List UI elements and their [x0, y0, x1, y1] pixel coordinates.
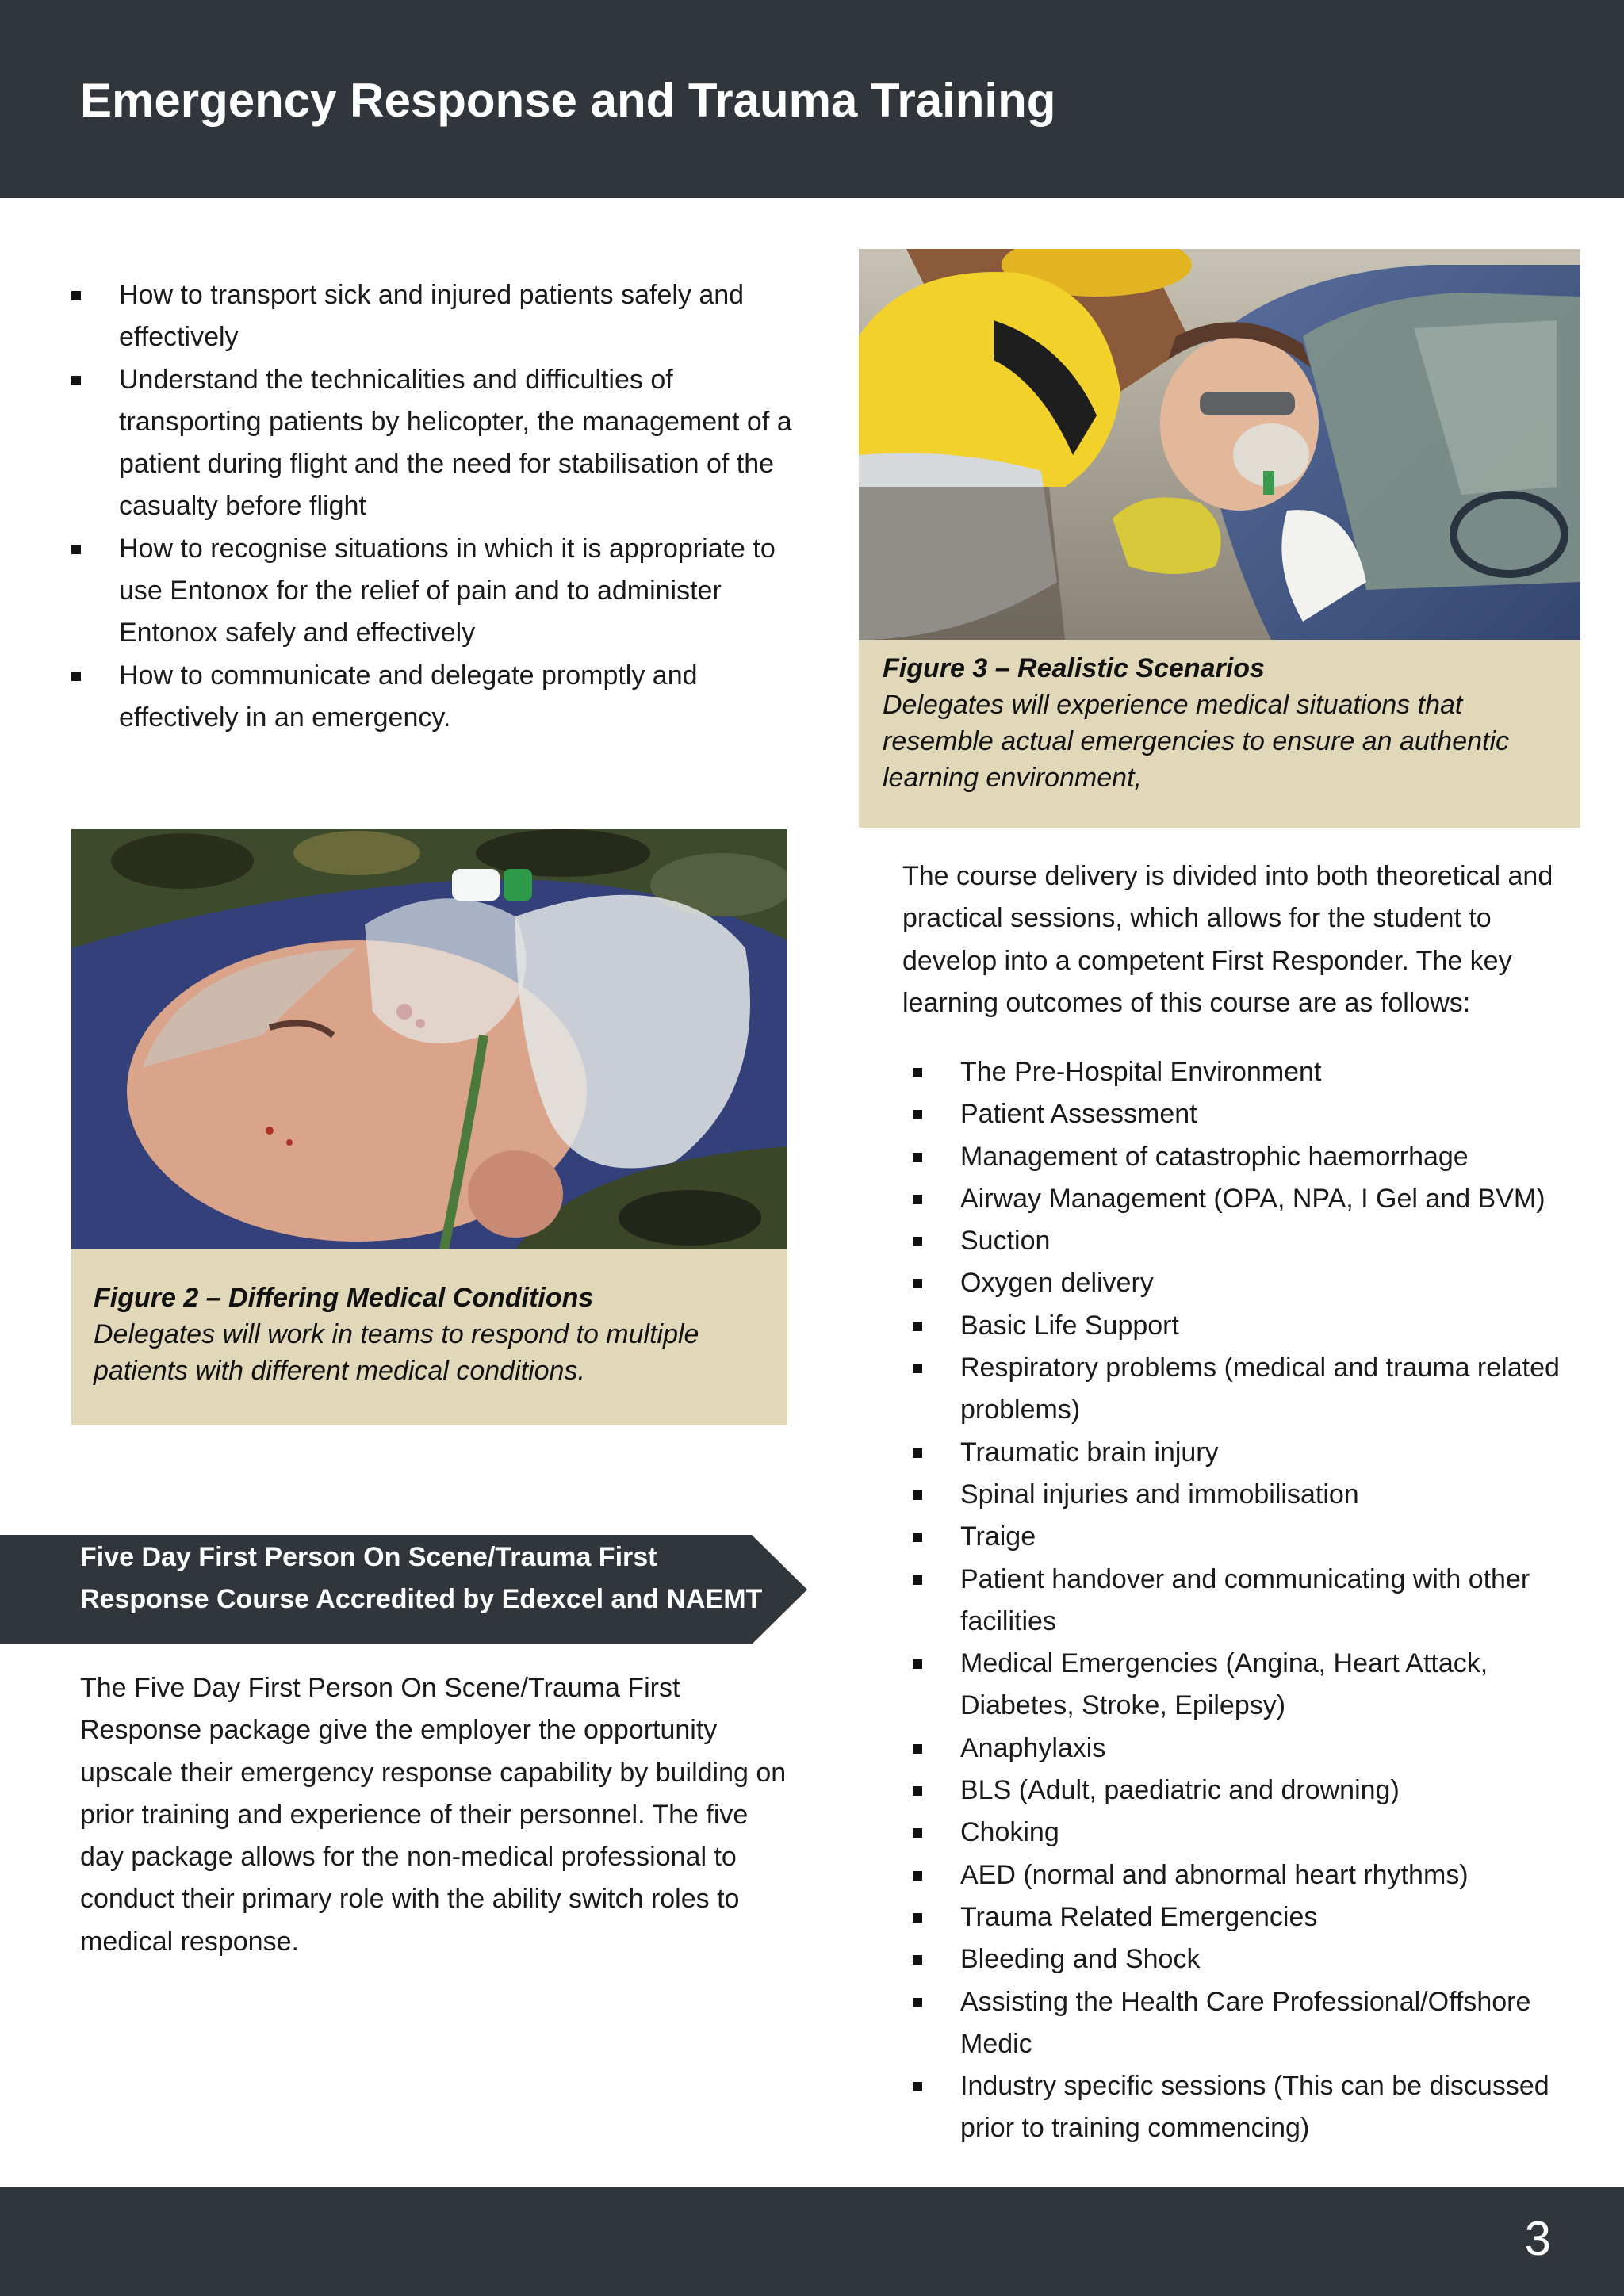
- list-item: Management of catastrophic haemorrhage: [960, 1136, 1579, 1178]
- list-item: Airway Management (OPA, NPA, I Gel and BVM): [960, 1178, 1579, 1220]
- list-item: Suction: [960, 1220, 1579, 1262]
- figure-3-photo: [859, 249, 1580, 640]
- figure-2: [71, 829, 787, 1425]
- figure-2-photo: [71, 829, 787, 1249]
- list-item: Bleeding and Shock: [960, 1938, 1579, 1980]
- figure-3: [859, 249, 1580, 828]
- page-title: Emergency Response and Trauma Training: [80, 74, 1056, 127]
- figure-2-title: Figure 2 – Differing Medical Conditions: [94, 1283, 594, 1313]
- list-item: AED (normal and abnormal heart rhythms): [960, 1854, 1579, 1896]
- figure-2-text: Delegates will work in teams to respond to multiple patients with different medical conditions.: [94, 1319, 699, 1386]
- list-item: Understand the technicalities and difficulties of transporting patients by helicopter, the management of a patient during flight and the need for stabilisation of the casualty before flight: [119, 359, 801, 528]
- list-item: BLS (Adult, paediatric and drowning): [960, 1770, 1579, 1812]
- list-item: How to communicate and delegate promptly and effectively in an emergency.: [119, 655, 801, 740]
- list-item: Assisting the Health Care Professional/Offshore Medic: [960, 1981, 1579, 2066]
- learning-outcomes-list: [960, 1051, 1579, 2150]
- list-item: Basic Life Support: [960, 1305, 1579, 1347]
- list-item: Choking: [960, 1812, 1579, 1854]
- patient-oxygen-mask-illustration: [71, 829, 787, 1249]
- list-item: Oxygen delivery: [960, 1262, 1579, 1304]
- figure-2-caption: [94, 1280, 768, 1389]
- course-banner-title: [80, 1536, 778, 1621]
- course-banner-line-2: Response Course Accredited by Edexcel and NAEMT: [80, 1584, 763, 1614]
- training-topics-list: [119, 274, 801, 739]
- list-item: How to recognise situations in which it is appropriate to use Entonox for the relief of pain and to administer Entonox safely and effectively: [119, 528, 801, 655]
- list-item: The Pre-Hospital Environment: [960, 1051, 1579, 1093]
- page-header: [0, 0, 1624, 198]
- list-item: Anaphylaxis: [960, 1728, 1579, 1770]
- list-item: Trauma Related Emergencies: [960, 1896, 1579, 1938]
- list-item: Spinal injuries and immobilisation: [960, 1474, 1579, 1516]
- course-description-paragraph: The Five Day First Person On Scene/Trauma First Response package give the employer the opportunity upscale their emergency response capability by building on prior training and experience of their personnel. The five day package allows for the non-medical professional to conduct their primary role with the ability switch roles to medical response.: [80, 1673, 787, 1957]
- figure-3-caption: [883, 650, 1565, 796]
- course-delivery-paragraph: The course delivery is divided into both theoretical and practical sessions, which allows for the student to develop into a competent First Responder. The key learning outcomes of this course are as follows:: [902, 861, 1553, 1018]
- list-item: Patient handover and communicating with other facilities: [960, 1559, 1579, 1644]
- list-item: Medical Emergencies (Angina, Heart Attack, Diabetes, Stroke, Epilepsy): [960, 1643, 1579, 1728]
- page-number: 3: [1524, 2212, 1551, 2265]
- list-item: Respiratory problems (medical and trauma related problems): [960, 1347, 1579, 1432]
- figure-3-text: Delegates will experience medical situations that resemble actual emergencies to ensure an authentic learning environment,: [883, 690, 1510, 793]
- page-footer: [0, 2187, 1624, 2296]
- list-item: Traumatic brain injury: [960, 1432, 1579, 1474]
- rescue-scene-illustration: [859, 249, 1580, 640]
- list-item: Industry specific sessions (This can be discussed prior to training commencing): [960, 2065, 1579, 2150]
- figure-3-title: Figure 3 – Realistic Scenarios: [883, 653, 1265, 683]
- list-item: Traige: [960, 1516, 1579, 1558]
- course-banner-line-1: Five Day First Person On Scene/Trauma First: [80, 1542, 657, 1572]
- list-item: How to transport sick and injured patients safely and effectively: [119, 274, 801, 359]
- list-item: Patient Assessment: [960, 1093, 1579, 1135]
